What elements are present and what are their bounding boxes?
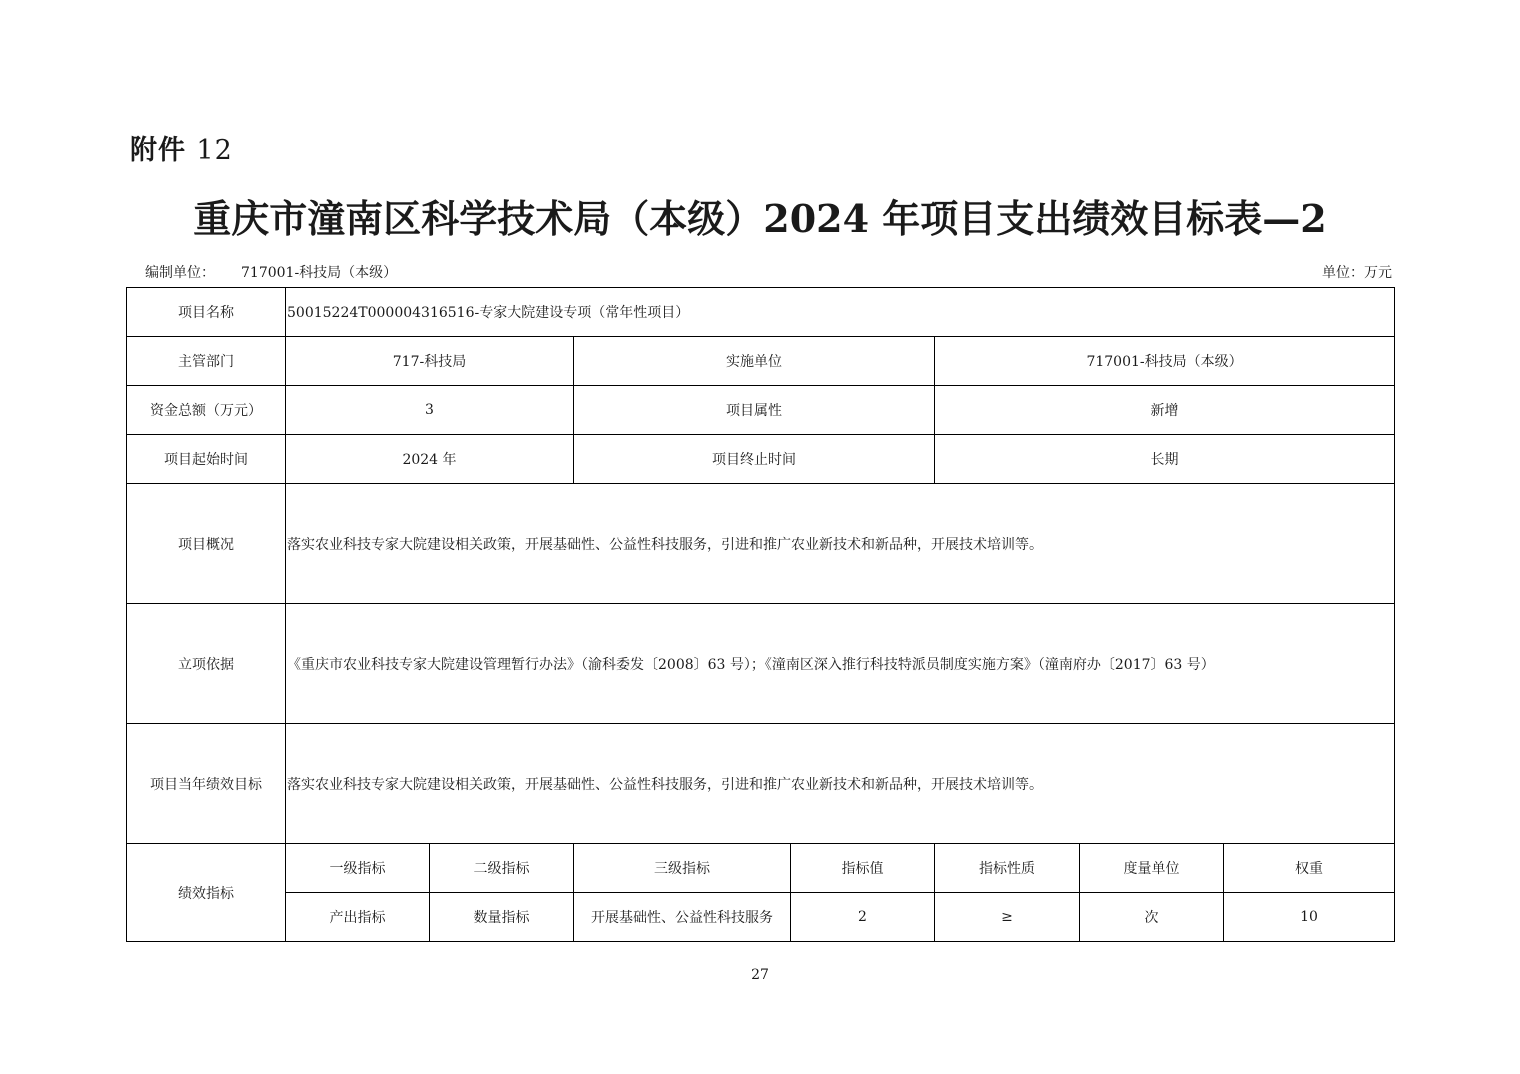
indicator-nature: ≥: [935, 893, 1080, 942]
row-goal: [127, 724, 1395, 844]
header-level1: 一级指标: [286, 844, 430, 893]
compiler-value: 717001-科技局（本级）: [241, 265, 398, 281]
compiler-info: [145, 262, 397, 282]
attachment-label: [130, 128, 233, 167]
project-name-value: 50015224T000004316516-专家大院建设专项（常年性项目）: [286, 288, 1395, 337]
funds-label: 资金总额（万元）: [127, 386, 286, 435]
compiler-label: 编制单位：: [145, 265, 215, 281]
indicator-unit: 次: [1080, 893, 1224, 942]
row-dept: [127, 337, 1395, 386]
indicator-weight: 10: [1224, 893, 1395, 942]
page-number: 27: [751, 967, 769, 983]
attachment-number: 12: [196, 135, 233, 166]
header-nature: 指标性质: [935, 844, 1080, 893]
indicator-value: 2: [791, 893, 935, 942]
row-basis: [127, 604, 1395, 724]
unit-label: 单位：万元: [1322, 265, 1392, 281]
indicators-label: 绩效指标: [127, 844, 286, 942]
project-name-label: 项目名称: [127, 288, 286, 337]
impl-value: 717001-科技局（本级）: [935, 337, 1395, 386]
header-weight: 权重: [1224, 844, 1395, 893]
start-time-value: 2024 年: [286, 435, 574, 484]
indicator-level1: 产出指标: [286, 893, 430, 942]
funds-value: 3: [286, 386, 574, 435]
performance-table: [126, 287, 1395, 942]
indicator-level3: 开展基础性、公益性科技服务: [574, 893, 791, 942]
row-project-name: [127, 288, 1395, 337]
header-value: 指标值: [791, 844, 935, 893]
row-time: [127, 435, 1395, 484]
indicator-level2: 数量指标: [430, 893, 574, 942]
indicator-header-row: [127, 844, 1395, 893]
impl-label: 实施单位: [574, 337, 935, 386]
basis-label: 立项依据: [127, 604, 286, 724]
basis-value: 《重庆市农业科技专家大院建设管理暂行办法》（渝科委发〔2008〕63 号）；《潼南区深入推行科技特派员制度实施方案》（潼南府办〔2017〕63 号）: [286, 604, 1395, 724]
header-unit: 度量单位: [1080, 844, 1224, 893]
goal-value: 落实农业科技专家大院建设相关政策，开展基础性、公益性科技服务，引进和推广农业新技术和新品种，开展技术培训等。: [286, 724, 1395, 844]
dept-value: 717-科技局: [286, 337, 574, 386]
overview-label: 项目概况: [127, 484, 286, 604]
dept-label: 主管部门: [127, 337, 286, 386]
end-time-value: 长期: [935, 435, 1395, 484]
start-time-label: 项目起始时间: [127, 435, 286, 484]
row-funds: [127, 386, 1395, 435]
end-time-label: 项目终止时间: [574, 435, 935, 484]
header-level2: 二级指标: [430, 844, 574, 893]
attr-value: 新增: [935, 386, 1395, 435]
attr-label: 项目属性: [574, 386, 935, 435]
attachment-text: 附件: [130, 135, 186, 166]
header-level3: 三级指标: [574, 844, 791, 893]
indicator-row: [127, 893, 1395, 942]
goal-label: 项目当年绩效目标: [127, 724, 286, 844]
row-overview: [127, 484, 1395, 604]
document-title: 重庆市潼南区科学技术局（本级）2024 年项目支出绩效目标表—2: [193, 196, 1327, 241]
overview-value: 落实农业科技专家大院建设相关政策，开展基础性、公益性科技服务，引进和推广农业新技术和新品种，开展技术培训等。: [286, 484, 1395, 604]
